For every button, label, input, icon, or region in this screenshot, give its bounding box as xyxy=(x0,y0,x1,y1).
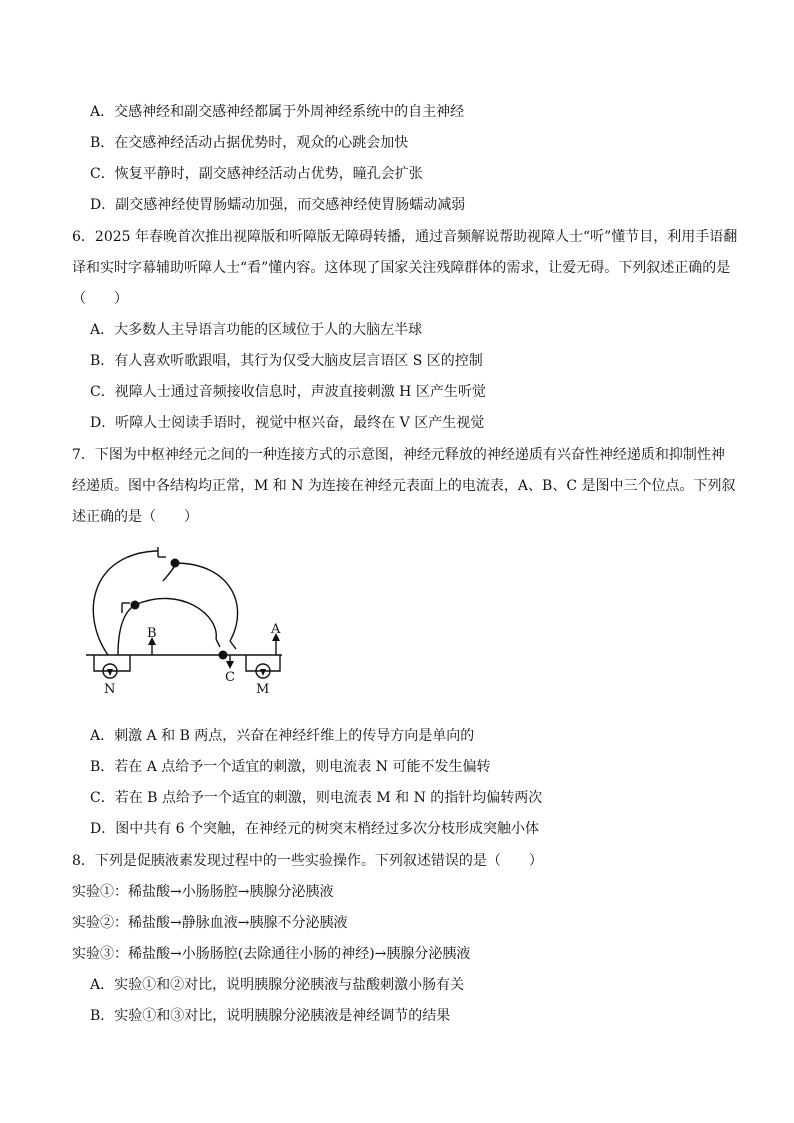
q7-option-b: B．若在 A 点给予一个适宜的刺激，则电流表 N 可能不发生偏转 xyxy=(90,759,491,775)
q7-stem-line-1: 7．下图为中枢神经元之间的一种连接方式的示意图，神经元释放的神经递质有兴奋性神经递质和抑制性神 xyxy=(72,447,725,463)
q7-option-a: A．刺激 A 和 B 两点，兴奋在神经纤维上的传导方向是单向的 xyxy=(90,728,475,744)
middle-neuron-body xyxy=(131,601,140,610)
neuron-diagram xyxy=(80,545,300,705)
label-c: C xyxy=(225,670,235,685)
meter-n-box xyxy=(94,655,130,671)
q6-stem-line-1: 6．2025 年春晚首次推出视障版和听障版无障碍转播，通过音频解说帮助视障人士“听”懂节目，利用手语翻 xyxy=(72,229,738,245)
q5-option-d: D．副交感神经使胃肠蠕动加强，而交感神经使胃肠蠕动减弱 xyxy=(90,197,466,213)
q8-experiment-1: 实验①：稀盐酸→小肠肠腔→胰腺分泌胰液 xyxy=(72,884,334,900)
label-n: N xyxy=(104,682,116,697)
q8-experiment-2: 实验②：稀盐酸→静脉血液→胰腺不分泌胰液 xyxy=(72,915,348,931)
meter-n-needle xyxy=(107,669,113,676)
label-m: M xyxy=(256,682,270,697)
label-a: A xyxy=(271,622,281,637)
q5-option-c: C．恢复平静时，副交感神经活动占优势，瞳孔会扩张 xyxy=(90,166,423,182)
top-neuron-body xyxy=(171,559,180,568)
q6-stem-line-2: 译和实时字幕辅助听障人士“看”懂内容。这体现了国家关注残障群体的需求，让爱无碍。下列叙述正确的是 xyxy=(72,260,731,276)
q7-option-d: D．图中共有 6 个突触，在神经元的树突末梢经过多次分枝形成突触小体 xyxy=(90,821,540,837)
lower-neuron-body xyxy=(219,651,228,660)
q8-option-a: A．实验①和②对比，说明胰腺分泌胰液与盐酸刺激小肠有关 xyxy=(90,977,465,993)
q8-option-b: B．实验①和③对比，说明胰腺分泌胰液是神经调节的结果 xyxy=(90,1008,451,1024)
q8-stem: 8．下列是促胰液素发现过程中的一些实验操作。下列叙述错误的是（ ） xyxy=(72,853,543,869)
q6-option-c: C．视障人士通过音频接收信息时，声波直接刺激 H 区产生听觉 xyxy=(90,384,486,400)
q5-option-b: B．在交感神经活动占据优势时，观众的心跳会加快 xyxy=(90,135,409,151)
meter-m-box xyxy=(246,655,280,671)
q6-stem-line-3: （ ） xyxy=(72,291,128,307)
q7-stem-line-3: 述正确的是（ ） xyxy=(72,509,198,525)
q7-stem-line-2: 经递质。图中各结构均正常，M 和 N 为连接在神经元表面上的电流表，A、B、C 是图中三个位点。下列叙 xyxy=(72,478,736,494)
meter-m-needle xyxy=(260,669,266,676)
q6-option-a: A．大多数人主导语言功能的区域位于人的大脑左半球 xyxy=(90,322,423,338)
q5-option-a: A．交感神经和副交感神经都属于外周神经系统中的自主神经 xyxy=(90,104,465,120)
c-arrow-head xyxy=(226,661,234,669)
q6-option-d: D．听障人士阅读手语时，视觉中枢兴奋，最终在 V 区产生视觉 xyxy=(90,415,485,431)
q7-option-c: C．若在 B 点给予一个适宜的刺激，则电流表 M 和 N 的指针均偏转两次 xyxy=(90,790,543,806)
q8-experiment-3: 实验③：稀盐酸→小肠肠腔(去除通往小肠的神经)→胰腺分泌胰液 xyxy=(72,946,471,962)
label-b: B xyxy=(147,626,157,641)
q6-option-b: B．有人喜欢听歌跟唱，其行为仅受大脑皮层言语区 S 区的控制 xyxy=(90,353,483,369)
